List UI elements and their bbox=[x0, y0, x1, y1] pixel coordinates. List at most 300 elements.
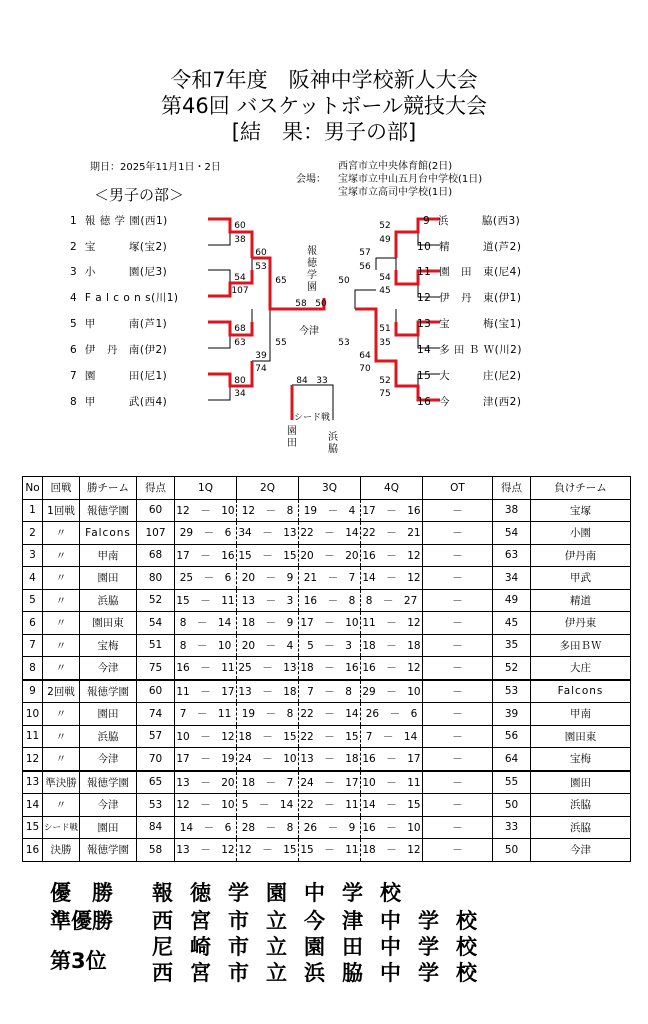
cell-win: 宝梅 bbox=[80, 634, 137, 657]
third-team-right bbox=[326, 432, 340, 456]
char: 脇 bbox=[328, 444, 338, 455]
cell-q4: 26 － 6 bbox=[361, 703, 423, 726]
col-header: 2Q bbox=[237, 477, 299, 500]
cell-q2: 12 － 15 bbox=[237, 839, 299, 862]
cell-q2: 18 － 15 bbox=[237, 725, 299, 748]
cell-ls: 45 bbox=[493, 612, 531, 635]
cell-q3: 26 － 9 bbox=[299, 816, 361, 839]
team-region: (芦1) bbox=[139, 318, 168, 330]
cell-q4: 16 － 12 bbox=[361, 657, 423, 680]
third-team-left bbox=[285, 426, 299, 450]
cell-q2: 13 － 18 bbox=[237, 680, 299, 703]
cell-ws: 107 bbox=[137, 522, 175, 545]
cell-win: 園田 bbox=[80, 567, 137, 590]
team-entry bbox=[70, 213, 168, 228]
team-name: 甲 南 bbox=[84, 318, 140, 330]
cell-ws: 68 bbox=[137, 544, 175, 567]
cell-round: 1回戦 bbox=[43, 499, 80, 522]
team-name: 多 田 Ｂ Ｗ bbox=[439, 344, 495, 356]
score: 53 bbox=[255, 262, 267, 272]
team-entry bbox=[423, 213, 520, 228]
cell-q4: 18 － 18 bbox=[361, 634, 423, 657]
cell-q4: 18 － 12 bbox=[361, 839, 423, 862]
team-name: F a l c o n s bbox=[84, 292, 152, 304]
score: 63 bbox=[234, 338, 246, 348]
cell-q4: 17 － 16 bbox=[361, 499, 423, 522]
cell-lose: 伊丹南 bbox=[531, 544, 631, 567]
cell-round: 〃 bbox=[43, 703, 80, 726]
champion-name bbox=[305, 246, 319, 294]
cell-ls: 63 bbox=[493, 544, 531, 567]
cell-q4: 14 － 12 bbox=[361, 567, 423, 590]
cell-q3: 18 － 16 bbox=[299, 657, 361, 680]
cell-round: 〃 bbox=[43, 634, 80, 657]
cell-ws: 60 bbox=[137, 499, 175, 522]
cell-q2: 25 － 13 bbox=[237, 657, 299, 680]
cell-ls: 50 bbox=[493, 794, 531, 817]
cell-ot: － bbox=[423, 816, 493, 839]
cell-ls: 52 bbox=[493, 657, 531, 680]
score: 52 bbox=[379, 221, 391, 231]
cell-ot: － bbox=[423, 567, 493, 590]
col-header: 1Q bbox=[175, 477, 237, 500]
third-score: 33 bbox=[316, 376, 328, 386]
third-label: 第3位 bbox=[50, 949, 107, 973]
cell-q3: 17 － 10 bbox=[299, 612, 361, 635]
cell-q2: 18 － 7 bbox=[237, 771, 299, 794]
team-name: 園 田 bbox=[84, 370, 140, 382]
cell-round: 〃 bbox=[43, 794, 80, 817]
col-header: 4Q bbox=[361, 477, 423, 500]
runner-up-name: 今津 bbox=[299, 326, 319, 337]
cell-round: 〃 bbox=[43, 657, 80, 680]
cell-q3: 5 － 3 bbox=[299, 634, 361, 657]
cell-ot: － bbox=[423, 589, 493, 612]
cell-round: 〃 bbox=[43, 522, 80, 545]
cell-lose: 甲武 bbox=[531, 567, 631, 590]
team-entry bbox=[417, 394, 521, 409]
team-region: (伊1) bbox=[494, 292, 522, 304]
score: 70 bbox=[359, 364, 371, 374]
team-region: (川2) bbox=[494, 344, 522, 356]
team-no: 10 bbox=[417, 241, 432, 253]
cell-q4: 11 － 12 bbox=[361, 612, 423, 635]
cell-lose: 小園 bbox=[531, 522, 631, 545]
cell-no: 15 bbox=[23, 816, 43, 839]
team-entry bbox=[70, 290, 179, 305]
cell-q4: 16 － 17 bbox=[361, 748, 423, 771]
title-line1: 令和7年度 阪神中学校新人大会 bbox=[170, 68, 478, 92]
cell-q1: 29 － 6 bbox=[175, 522, 237, 545]
cell-lose: 多田ＢＷ bbox=[531, 634, 631, 657]
cell-q2: 12 － 8 bbox=[237, 499, 299, 522]
cell-q1: 8 － 10 bbox=[175, 634, 237, 657]
team-entry bbox=[417, 368, 521, 383]
cell-q1: 7 － 11 bbox=[175, 703, 237, 726]
cell-q2: 28 － 8 bbox=[237, 816, 299, 839]
cell-win: 甲南 bbox=[80, 544, 137, 567]
table-row bbox=[23, 589, 631, 612]
team-entry bbox=[70, 342, 167, 357]
cell-q3: 13 － 18 bbox=[299, 748, 361, 771]
team-entry bbox=[70, 316, 167, 331]
char: 学 bbox=[307, 270, 317, 281]
cell-round: 〃 bbox=[43, 612, 80, 635]
team-no: 8 bbox=[70, 396, 78, 408]
cell-q4: 14 － 15 bbox=[361, 794, 423, 817]
cell-no: 8 bbox=[23, 657, 43, 680]
score: 60 bbox=[234, 221, 246, 231]
cell-ws: 75 bbox=[137, 657, 175, 680]
cell-q2: 24 － 10 bbox=[237, 748, 299, 771]
team-name: 園 田 東 bbox=[439, 266, 495, 278]
cell-ls: 53 bbox=[493, 680, 531, 703]
score: 60 bbox=[255, 248, 267, 258]
table-row bbox=[23, 748, 631, 771]
score: 50 bbox=[338, 276, 350, 286]
cell-q3: 22 － 14 bbox=[299, 522, 361, 545]
cell-win: 報徳学園 bbox=[80, 499, 137, 522]
table-row bbox=[23, 771, 631, 794]
team-no: 4 bbox=[70, 292, 78, 304]
team-region: (芦2) bbox=[494, 241, 522, 253]
team-no: 15 bbox=[417, 370, 432, 382]
cell-q2: 15 － 15 bbox=[237, 544, 299, 567]
cell-q1: 12 － 10 bbox=[175, 499, 237, 522]
cell-q4: 16 － 10 bbox=[361, 816, 423, 839]
col-header: OT bbox=[423, 477, 493, 500]
cell-ot: － bbox=[423, 748, 493, 771]
team-entry bbox=[70, 239, 167, 254]
score: 64 bbox=[359, 351, 371, 361]
cell-round: 〃 bbox=[43, 589, 80, 612]
team-name: 今 津 bbox=[439, 396, 495, 408]
cell-round: 〃 bbox=[43, 567, 80, 590]
cell-no: 3 bbox=[23, 544, 43, 567]
cell-win: 園田東 bbox=[80, 612, 137, 635]
winner-school: 報徳学園中学校 bbox=[152, 881, 418, 905]
cell-round: 〃 bbox=[43, 725, 80, 748]
cell-ls: 33 bbox=[493, 816, 531, 839]
score: 35 bbox=[379, 338, 391, 348]
team-name: 甲 武 bbox=[84, 396, 140, 408]
team-region: (伊2) bbox=[139, 344, 168, 356]
cell-no: 1 bbox=[23, 499, 43, 522]
cell-lose: 甲南 bbox=[531, 703, 631, 726]
score: 53 bbox=[338, 338, 350, 348]
cell-win: 報徳学園 bbox=[80, 680, 137, 703]
cell-q3: 7 － 8 bbox=[299, 680, 361, 703]
cell-q3: 22 － 15 bbox=[299, 725, 361, 748]
team-entry bbox=[70, 264, 167, 279]
team-no: 6 bbox=[70, 344, 78, 356]
third-match-label: シード戦 bbox=[294, 413, 331, 423]
results-table bbox=[22, 476, 631, 862]
cell-q2: 34 － 13 bbox=[237, 522, 299, 545]
cell-q3: 24 － 17 bbox=[299, 771, 361, 794]
cell-lose: 精道 bbox=[531, 589, 631, 612]
venue-label: 会場： bbox=[296, 174, 326, 185]
cell-q4: 16 － 12 bbox=[361, 544, 423, 567]
col-header: 得点 bbox=[493, 477, 531, 500]
table-row bbox=[23, 794, 631, 817]
cell-q3: 22 － 11 bbox=[299, 794, 361, 817]
cell-no: 5 bbox=[23, 589, 43, 612]
cell-q2: 18 － 9 bbox=[237, 612, 299, 635]
cell-q2: 20 － 9 bbox=[237, 567, 299, 590]
team-region: (尼2) bbox=[494, 370, 522, 382]
team-no: 13 bbox=[417, 318, 432, 330]
table-row bbox=[23, 816, 631, 839]
team-name: 伊 丹 東 bbox=[439, 292, 495, 304]
score: 107 bbox=[231, 286, 249, 296]
cell-lose: 園田東 bbox=[531, 725, 631, 748]
team-name: 精 道 bbox=[439, 241, 495, 253]
cell-q1: 15 － 11 bbox=[175, 589, 237, 612]
team-entry bbox=[417, 264, 521, 279]
cell-ot: － bbox=[423, 499, 493, 522]
cell-win: 浜脇 bbox=[80, 725, 137, 748]
cell-ws: 65 bbox=[137, 771, 175, 794]
team-name: 大 庄 bbox=[439, 370, 495, 382]
third-school-1: 尼崎市立園田中学校 bbox=[152, 935, 494, 959]
team-region: (宝2) bbox=[139, 241, 168, 253]
cell-ws: 80 bbox=[137, 567, 175, 590]
cell-q1: 25 － 6 bbox=[175, 567, 237, 590]
cell-ws: 53 bbox=[137, 794, 175, 817]
cell-q4: 10 － 11 bbox=[361, 771, 423, 794]
cell-q3: 22 － 14 bbox=[299, 703, 361, 726]
cell-lose: 宝塚 bbox=[531, 499, 631, 522]
team-region: (宝1) bbox=[494, 318, 522, 330]
score: 74 bbox=[255, 364, 267, 374]
team-name: 浜 脇 bbox=[437, 215, 493, 227]
cell-ls: 55 bbox=[493, 771, 531, 794]
cell-win: 浜脇 bbox=[80, 589, 137, 612]
table-row bbox=[23, 703, 631, 726]
score: 49 bbox=[379, 235, 391, 245]
team-region: (西4) bbox=[139, 396, 168, 408]
cell-win: 報徳学園 bbox=[80, 839, 137, 862]
cell-ot: － bbox=[423, 703, 493, 726]
team-region: (西2) bbox=[494, 396, 522, 408]
team-region: (尼1) bbox=[139, 370, 168, 382]
cell-round: 〃 bbox=[43, 748, 80, 771]
cell-ls: 35 bbox=[493, 634, 531, 657]
table-row bbox=[23, 612, 631, 635]
cell-ws: 51 bbox=[137, 634, 175, 657]
score: 52 bbox=[379, 376, 391, 386]
cell-ot: － bbox=[423, 680, 493, 703]
char: 徳 bbox=[307, 258, 317, 269]
team-entry bbox=[417, 342, 522, 357]
table-header-row bbox=[23, 477, 631, 500]
cell-round: 決勝 bbox=[43, 839, 80, 862]
cell-ot: － bbox=[423, 522, 493, 545]
team-region: (尼3) bbox=[139, 266, 168, 278]
team-name: 伊 丹 南 bbox=[84, 344, 140, 356]
team-no: 2 bbox=[70, 241, 78, 253]
char: 園 bbox=[287, 426, 297, 437]
team-region: (西3) bbox=[492, 215, 521, 227]
cell-round: 準決勝 bbox=[43, 771, 80, 794]
team-region: (尼4) bbox=[494, 266, 522, 278]
cell-q4: 7 － 14 bbox=[361, 725, 423, 748]
score: 80 bbox=[234, 376, 246, 386]
cell-ws: 60 bbox=[137, 680, 175, 703]
cell-no: 9 bbox=[23, 680, 43, 703]
team-no: 12 bbox=[417, 292, 432, 304]
score: 75 bbox=[379, 389, 391, 399]
cell-ws: 58 bbox=[137, 839, 175, 862]
team-name: 宝 梅 bbox=[439, 318, 495, 330]
third-school-2: 西宮市立浜脇中学校 bbox=[152, 961, 494, 985]
winner-label: 優 勝 bbox=[50, 881, 113, 905]
char: 浜 bbox=[328, 432, 338, 443]
venue-1: 西宮市立中央体育館(2日) bbox=[338, 161, 453, 172]
cell-ot: － bbox=[423, 794, 493, 817]
team-no: 14 bbox=[417, 344, 432, 356]
cell-ws: 57 bbox=[137, 725, 175, 748]
cell-q1: 13 － 20 bbox=[175, 771, 237, 794]
cell-win: 今津 bbox=[80, 748, 137, 771]
cell-ot: － bbox=[423, 612, 493, 635]
cell-lose: 園田 bbox=[531, 771, 631, 794]
cell-no: 2 bbox=[23, 522, 43, 545]
venue-2: 宝塚市立中山五月台中学校(1日) bbox=[338, 174, 483, 185]
cell-ot: － bbox=[423, 634, 493, 657]
cell-ls: 64 bbox=[493, 748, 531, 771]
cell-q4: 8 － 27 bbox=[361, 589, 423, 612]
title-line3: [結 果：男子の部] bbox=[231, 120, 417, 144]
cell-lose: 浜脇 bbox=[531, 794, 631, 817]
cell-q1: 17 － 16 bbox=[175, 544, 237, 567]
cell-q1: 12 － 10 bbox=[175, 794, 237, 817]
cell-q4: 29 － 10 bbox=[361, 680, 423, 703]
table-row bbox=[23, 725, 631, 748]
score: 56 bbox=[359, 262, 371, 272]
table-row bbox=[23, 544, 631, 567]
cell-no: 10 bbox=[23, 703, 43, 726]
cell-ls: 49 bbox=[493, 589, 531, 612]
cell-q3: 19 － 4 bbox=[299, 499, 361, 522]
team-entry bbox=[70, 394, 167, 409]
section-heading: ＜男子の部＞ bbox=[94, 186, 185, 204]
cell-q2: 20 － 4 bbox=[237, 634, 299, 657]
cell-q3: 16 － 8 bbox=[299, 589, 361, 612]
cell-round: 2回戦 bbox=[43, 680, 80, 703]
third-score: 84 bbox=[296, 376, 308, 386]
cell-no: 6 bbox=[23, 612, 43, 635]
cell-ls: 50 bbox=[493, 839, 531, 862]
cell-ws: 52 bbox=[137, 589, 175, 612]
table-row bbox=[23, 634, 631, 657]
col-header: 勝チーム bbox=[80, 477, 137, 500]
cell-ws: 54 bbox=[137, 612, 175, 635]
char: 田 bbox=[287, 438, 297, 449]
cell-q3: 21 － 7 bbox=[299, 567, 361, 590]
cell-ot: － bbox=[423, 725, 493, 748]
cell-ls: 56 bbox=[493, 725, 531, 748]
title-line2: 第46回 バスケットボール競技大会 bbox=[161, 94, 487, 118]
cell-q4: 22 － 21 bbox=[361, 522, 423, 545]
team-no: 1 bbox=[70, 215, 78, 227]
table-row bbox=[23, 522, 631, 545]
cell-lose: 大庄 bbox=[531, 657, 631, 680]
cell-no: 16 bbox=[23, 839, 43, 862]
cell-ws: 70 bbox=[137, 748, 175, 771]
cell-ot: － bbox=[423, 657, 493, 680]
table-row bbox=[23, 680, 631, 703]
cell-q2: 13 － 3 bbox=[237, 589, 299, 612]
team-name: 宝 塚 bbox=[84, 241, 140, 253]
col-header: 得点 bbox=[137, 477, 175, 500]
cell-q1: 8 － 14 bbox=[175, 612, 237, 635]
score: 51 bbox=[379, 324, 391, 334]
team-entry bbox=[70, 368, 167, 383]
score: 45 bbox=[379, 286, 391, 296]
team-region: (川1) bbox=[151, 292, 179, 304]
cell-ls: 38 bbox=[493, 499, 531, 522]
cell-ls: 39 bbox=[493, 703, 531, 726]
col-header: 3Q bbox=[299, 477, 361, 500]
cell-q1: 14 － 6 bbox=[175, 816, 237, 839]
cell-no: 13 bbox=[23, 771, 43, 794]
table-row bbox=[23, 499, 631, 522]
col-header: 回戦 bbox=[43, 477, 80, 500]
event-date: 期日：2025年11月1日・2日 bbox=[90, 162, 221, 173]
score: 38 bbox=[234, 235, 246, 245]
score: 65 bbox=[275, 276, 287, 286]
cell-lose: 浜脇 bbox=[531, 816, 631, 839]
runner-up-school: 西宮市立今津中学校 bbox=[152, 909, 494, 933]
cell-ot: － bbox=[423, 839, 493, 862]
score: 57 bbox=[359, 248, 371, 258]
team-no: 7 bbox=[70, 370, 78, 382]
cell-win: 園田 bbox=[80, 816, 137, 839]
cell-ls: 34 bbox=[493, 567, 531, 590]
score: 54 bbox=[234, 273, 246, 283]
runner-up-label: 準優勝 bbox=[50, 909, 113, 933]
cell-round: 〃 bbox=[43, 544, 80, 567]
team-no: 5 bbox=[70, 318, 78, 330]
cell-lose: Falcons bbox=[531, 680, 631, 703]
cell-q1: 16 － 11 bbox=[175, 657, 237, 680]
cell-no: 11 bbox=[23, 725, 43, 748]
cell-ot: － bbox=[423, 771, 493, 794]
cell-ws: 84 bbox=[137, 816, 175, 839]
cell-lose: 今津 bbox=[531, 839, 631, 862]
cell-no: 14 bbox=[23, 794, 43, 817]
score: 54 bbox=[379, 273, 391, 283]
cell-q3: 15 － 11 bbox=[299, 839, 361, 862]
cell-round: シード戦 bbox=[43, 816, 80, 839]
cell-no: 12 bbox=[23, 748, 43, 771]
cell-lose: 伊丹東 bbox=[531, 612, 631, 635]
cell-q1: 10 － 12 bbox=[175, 725, 237, 748]
team-entry bbox=[417, 316, 521, 331]
team-no: 11 bbox=[417, 266, 432, 278]
char: 園 bbox=[307, 282, 317, 293]
team-entry bbox=[417, 239, 521, 254]
cell-q2: 19 － 8 bbox=[237, 703, 299, 726]
final-score: 58 bbox=[295, 299, 307, 309]
venue-3: 宝塚市立高司中学校(1日) bbox=[338, 187, 453, 198]
cell-win: 今津 bbox=[80, 794, 137, 817]
col-header: No bbox=[23, 477, 43, 500]
cell-q3: 20 － 20 bbox=[299, 544, 361, 567]
cell-ot: － bbox=[423, 544, 493, 567]
